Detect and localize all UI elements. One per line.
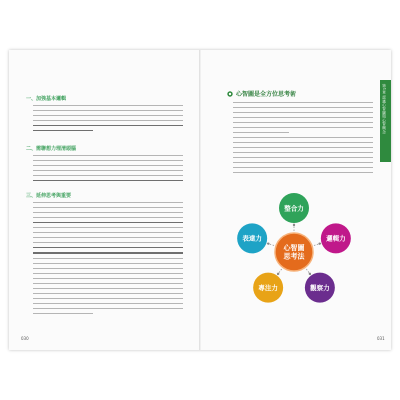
chapter-side-tab-text: 第1章 認識心智圖與心智概念 bbox=[382, 84, 387, 134]
mind-map-spoke-dot bbox=[309, 273, 311, 275]
mind-map-node-label: 專注力 bbox=[258, 283, 278, 292]
mind-map-spoke-dot bbox=[277, 273, 279, 275]
right-heading-text: 心智圖是全方位思考術 bbox=[236, 91, 297, 98]
mind-map-node-label: 表達力 bbox=[242, 234, 262, 243]
body-text-block-1 bbox=[33, 105, 183, 135]
mind-map-spoke-dot bbox=[267, 242, 269, 244]
section-title-1: 一、加強基本邏輯 bbox=[26, 96, 67, 102]
green-bullet-icon bbox=[227, 91, 233, 97]
mind-map-center-label: 心智圖 bbox=[283, 244, 305, 252]
right-heading bbox=[227, 89, 296, 98]
book-spread bbox=[9, 50, 391, 350]
mind-map-node-label: 邏輯力 bbox=[326, 234, 346, 243]
mind-map-spoke-dot bbox=[318, 242, 320, 244]
page-number-right: 031 bbox=[377, 336, 385, 341]
section-title-3: 三、延伸思考與重要 bbox=[26, 193, 72, 199]
body-text-block-3 bbox=[33, 202, 183, 318]
mind-map-node-label: 整合力 bbox=[284, 204, 304, 213]
section-title-2: 二、需聯想力理清頭腦 bbox=[26, 146, 77, 152]
mind-map-spoke-dot bbox=[293, 224, 295, 226]
right-page bbox=[201, 50, 391, 350]
left-page bbox=[9, 50, 199, 350]
right-body-text bbox=[233, 102, 373, 177]
body-text-block-2 bbox=[33, 155, 183, 185]
chapter-side-tab bbox=[380, 80, 391, 162]
page-number-left: 030 bbox=[21, 336, 29, 341]
mind-map-diagram bbox=[230, 190, 358, 312]
mind-map-node-label: 觀察力 bbox=[310, 283, 330, 292]
mind-map-center-label: 思考法 bbox=[283, 252, 305, 261]
